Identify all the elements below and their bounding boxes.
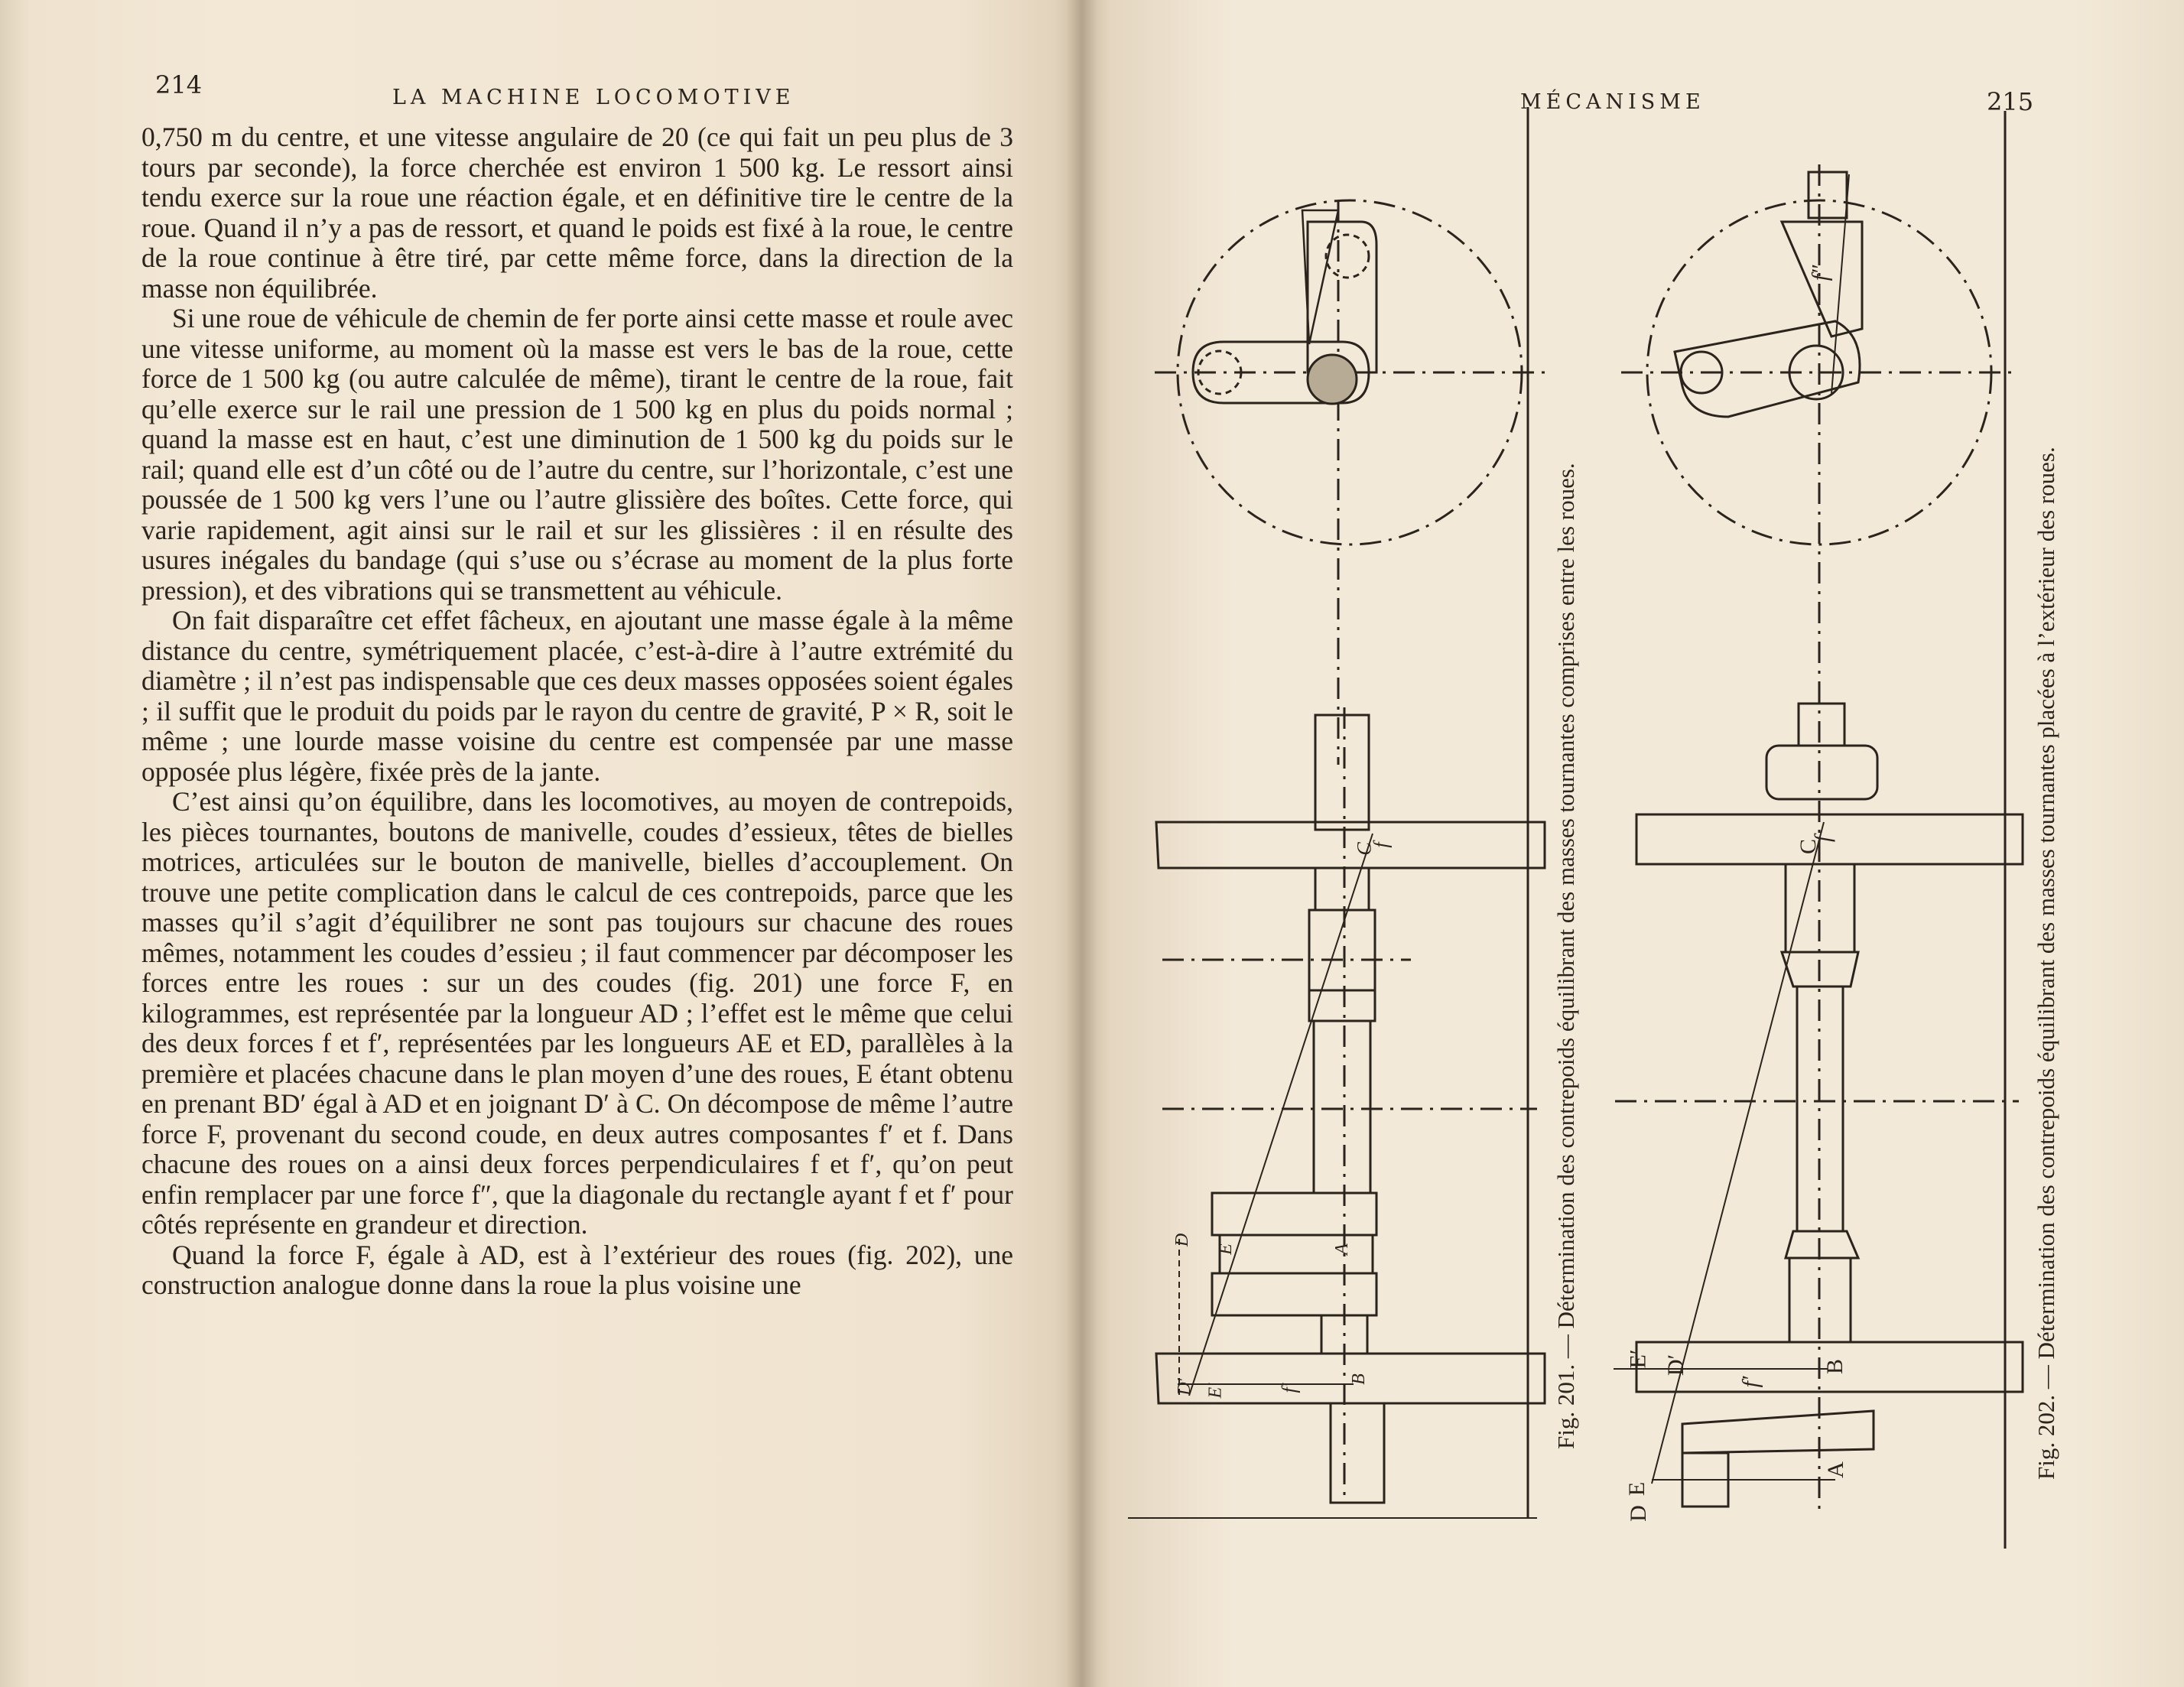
fig202-caption: Fig. 202. — Détermination des contrepoids équilibrant des masses tournantes placées à l’extérieur des roues. [2033, 447, 2059, 1480]
fig201-crank-web3 [1212, 1273, 1376, 1315]
page-number-left: 214 [155, 70, 203, 99]
fig201-label-ep: E′ [1205, 1383, 1226, 1399]
fig201-axle-hub [1308, 355, 1357, 404]
fig202-label-e: E [1624, 1481, 1650, 1497]
fig201-axle-top [1315, 715, 1369, 830]
fig202-crank-bottom [1682, 1411, 1874, 1453]
paragraph: C’est ainsi qu’on équilibre, dans les locomotives, au moyen de contrepoids, les pièces tournantes, boutons de manivelle, coudes d’essieux, têtes de bielles motrices, articulées sur le bouton de manivelle, bielles d’accouplement. On trouve une petite complication dans le calcul de ces contrepoids, parce que les masses qu’il s’agit d’équilibrer ne sont pas toujours sur chacune des roues mêmes, notamment les coudes d’essieu ; il faut commencer par décomposer les forces entre les roues : sur un des coudes (fig. 201) une force F, en kilogrammes, est représentée par la longueur AD ; l’effet est le même que celui des deux forces f et f′, représentées par les longueurs AE et ED, parallèles à la première et placées chacune dans le plan moyen d’une des roues, E étant obtenu en prenant BD′ égal à AD et en joignant D′ à C. On décompose de même l’autre force F, provenant du second coude, en deux autres composantes f′ et f. Dans chacune des roues on a ainsi deux forces perpendiculaires f et f′, qu’on peut enfin remplacer par une force f″, que la diagonale du rectangle ayant f et f′ pour côtés représente en grandeur et direction. [141, 786, 1013, 1240]
fig202-label-fp: f′ [1737, 1376, 1763, 1388]
running-title-right: MÉCANISME [1520, 90, 1705, 114]
fig202-label-d: D [1625, 1505, 1651, 1522]
fig202-label-a: A [1822, 1461, 1848, 1478]
fig201-axle-seg4 [1314, 1021, 1370, 1193]
fig202-label-fpp: f″ [1807, 265, 1833, 281]
fig201-label-fp: f′ [1278, 1383, 1301, 1393]
page-number-right: 215 [1987, 87, 2034, 116]
fig201-label-b: B [1348, 1373, 1369, 1385]
fig201-axle-seg1 [1315, 868, 1369, 910]
fig201-axle-bottom [1331, 1403, 1384, 1503]
fig201-label-a: A [1331, 1243, 1352, 1255]
fig202-label-c: C [1796, 838, 1822, 855]
fig201-label-d: D [1172, 1233, 1193, 1247]
paragraph: On fait disparaître cet effet fâcheux, en ajoutant une masse égale à la même distance du centre, symétriquement placée, c’est-à-dire à l’autre extrémité du diamètre ; il n’est pas indispensable que ces deux masses opposées soient égales ; il suffit que le produit du poids par le rayon du centre de gravité, P × R, soit le même ; une lourde masse voisine du centre est compensée par une masse opposée plus légère, fixée près de la jante. [141, 605, 1013, 787]
fig202-label-ep: E′ [1625, 1349, 1651, 1369]
fig201-axle-seg2 [1309, 910, 1375, 990]
fig201-caption: Fig. 201. — Détermination des contrepoids équilibrant des masses tournantes comprises entre les roues. [1552, 463, 1579, 1449]
fig201-crank-web1 [1212, 1193, 1376, 1235]
paragraph: Quand la force F, égale à AD, est à l’extérieur des roues (fig. 202), une construction analogue donne dans la roue la plus voisine une [141, 1239, 1013, 1300]
fig201-label-c: C [1353, 842, 1376, 856]
paragraph: Si une roue de véhicule de chemin de fer porte ainsi cette masse et roule avec une vitesse uniforme, au moment où la masse est vers le bas de la roue, cette force de 1 500 kg (ou autre calculée de même), tirant le centre de la roue, fait qu’elle exerce sur le rail une pression de 1 500 kg en plus du poids normal ; quand la masse est en haut, c’est une diminution de 1 500 kg du poids sur le rail; quand elle est d’un côté ou de l’autre du centre, sur l’horizontale, c’est une poussée de 1 500 kg vers l’une ou l’autre glissière des boîtes. Cette force, qui varie rapidement, agit ainsi sur le rail et sur les glissières : il en résulte des usures inégales du bandage (qui s’use ou s’écrase au moment de la plus forte pression), et des vibrations qui se transmettent au véhicule. [141, 303, 1013, 606]
fig202-crank-pin-top [1809, 172, 1847, 218]
fig202-label-f: f [1810, 835, 1836, 843]
fig201-label-dp: D′ [1174, 1378, 1194, 1396]
paragraph: 0,750 m du centre, et une vitesse angulaire de 20 (ce qui fait un peu plus de 3 tours par seconde), la force cherchée est environ 1 500 kg. Le ressort ainsi tendu exerce sur la roue une réaction égale, et en définitive tire le centre de la roue. Quand il n’y a pas de ressort, et quand le poids est fixé à la roue, le centre de la roue continue à être tiré, par cette même force, dans la direction de la masse non équilibrée. [141, 122, 1013, 304]
fig201-axle-seg3 [1309, 990, 1375, 1021]
fig201-label-e: E [1215, 1243, 1236, 1255]
fig202-label-b: B [1822, 1358, 1848, 1375]
fig202-nut [1766, 746, 1877, 799]
fig201-label-f: f [1370, 842, 1393, 848]
fig202-axle-collar-lower [1786, 1231, 1858, 1258]
running-title-left: LA MACHINE LOCOMOTIVE [392, 86, 795, 109]
fig202-label-dp: D′ [1663, 1354, 1689, 1377]
fig202-axle-top [1799, 704, 1844, 746]
